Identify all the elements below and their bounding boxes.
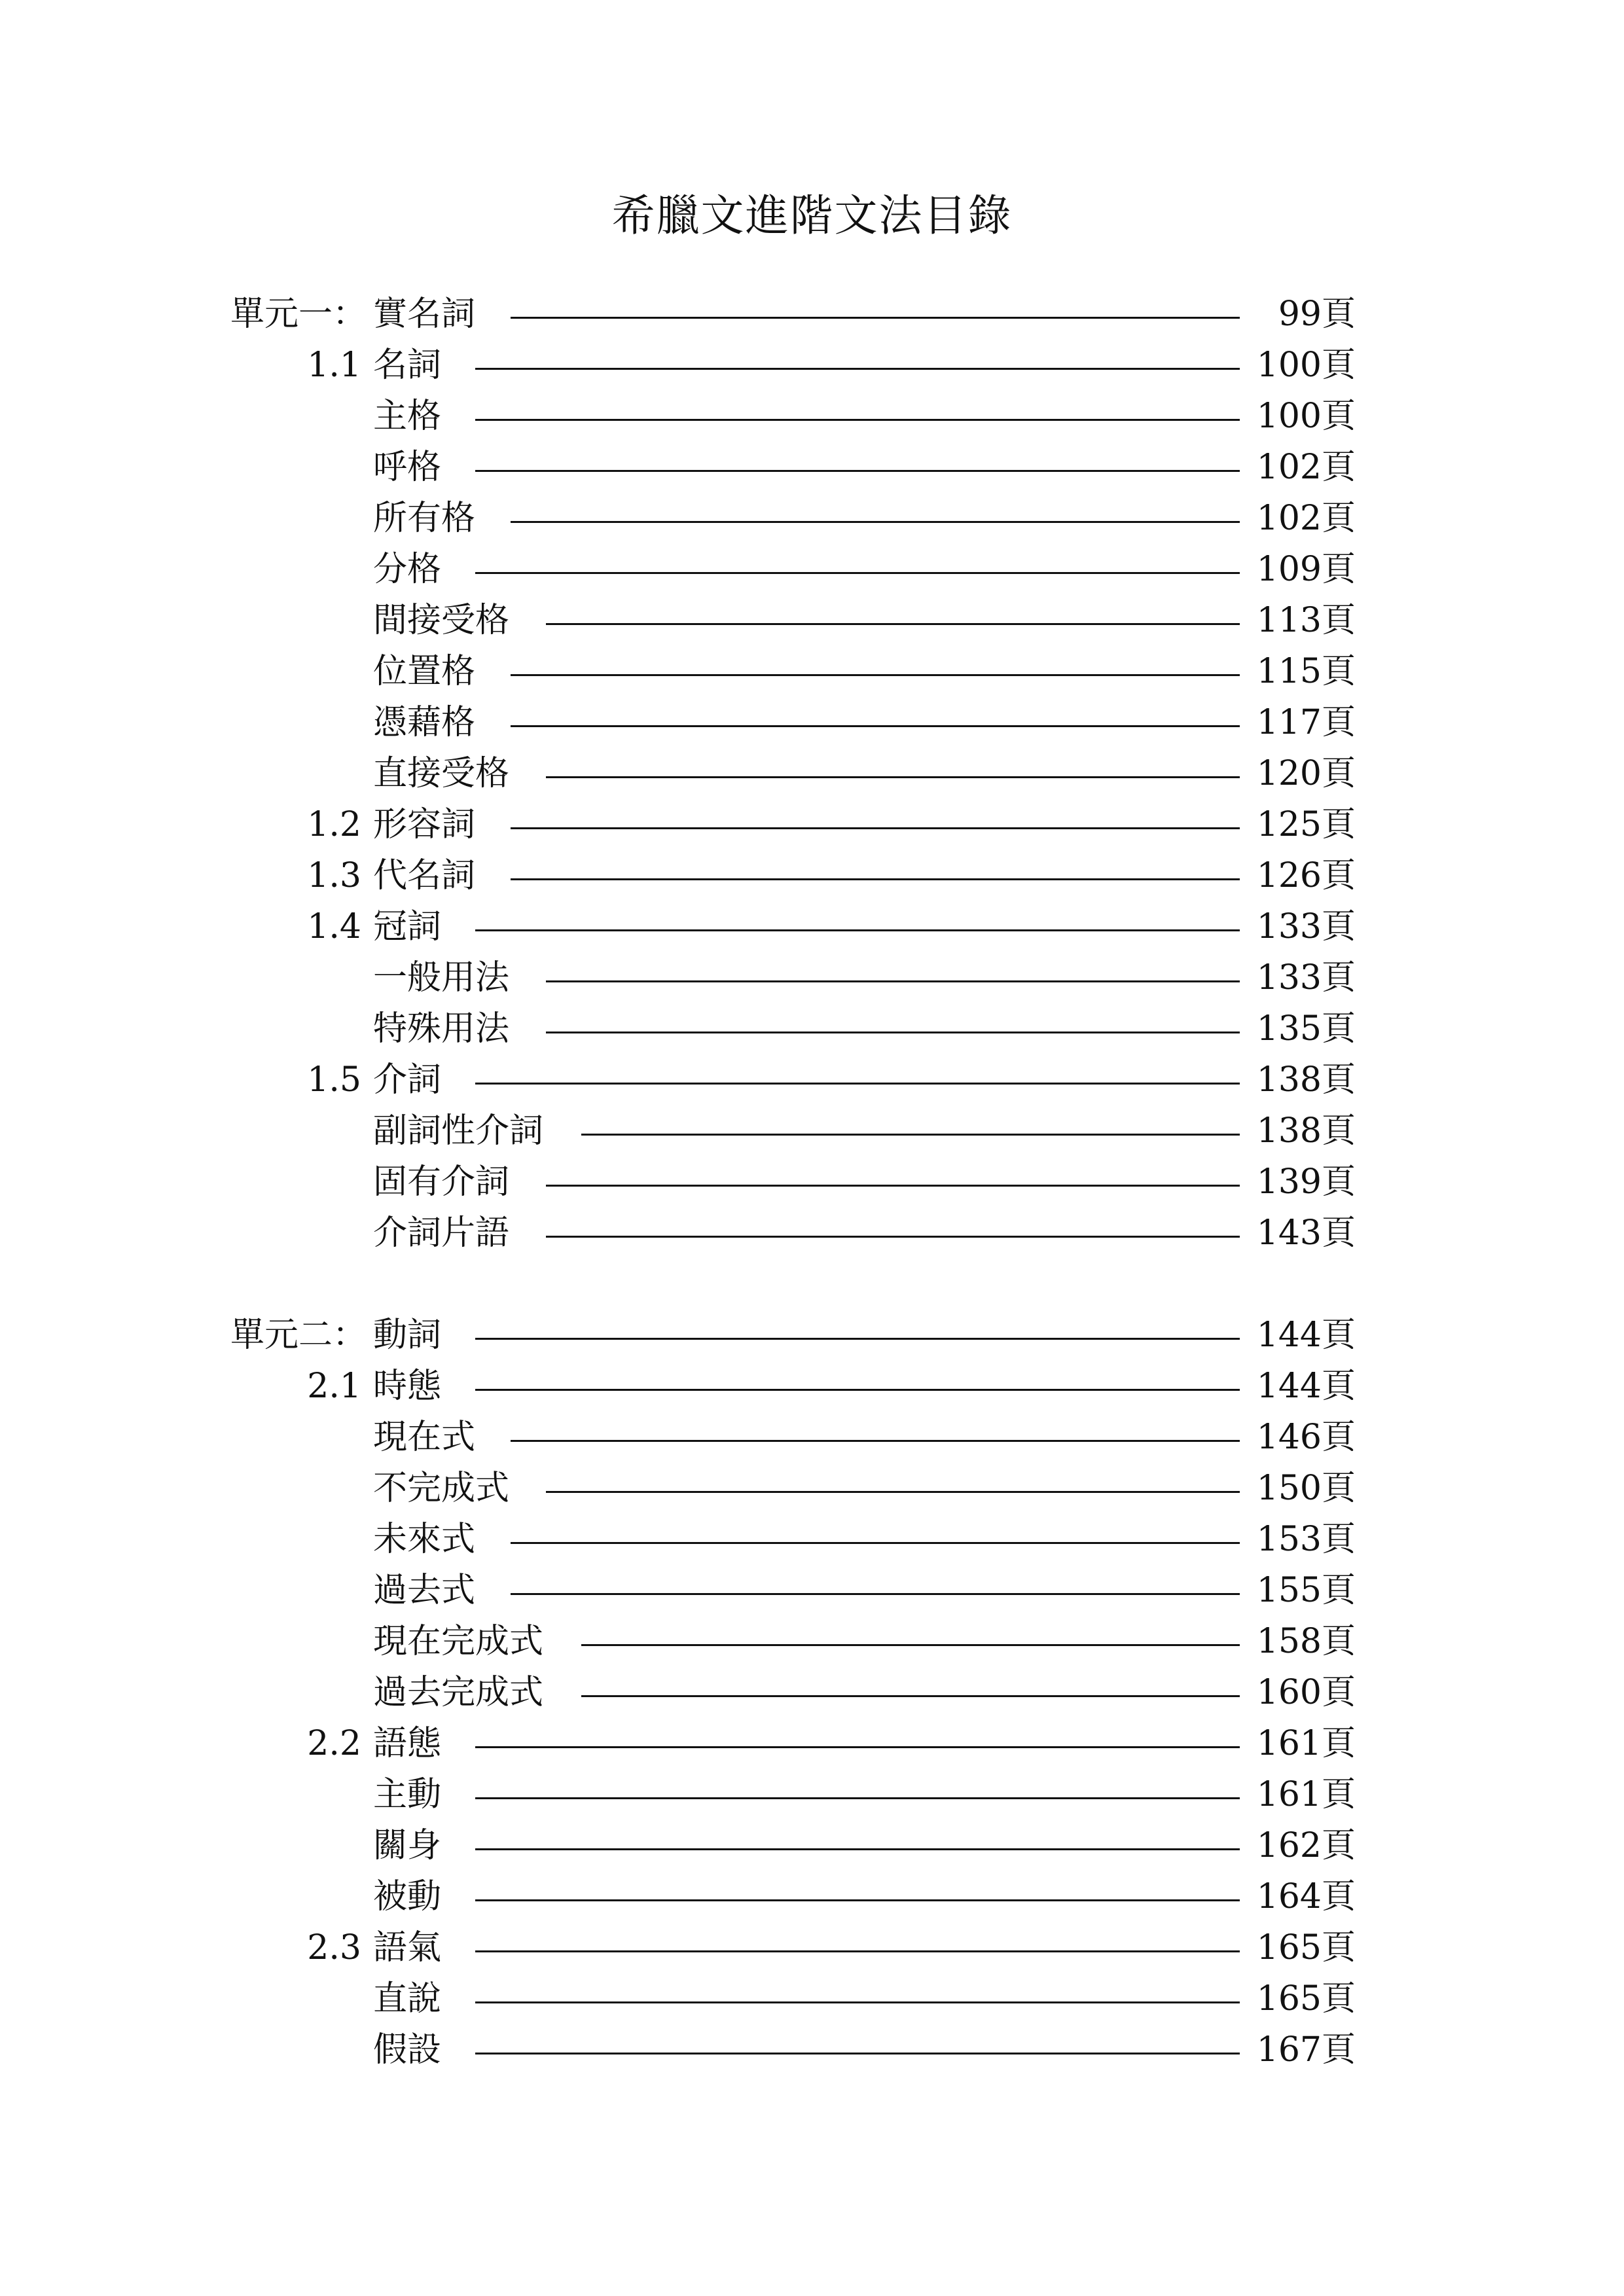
entry-name: 未來式 [373,1520,476,1559]
leader-rule [475,1389,1240,1391]
page-number: 109頁 [1256,550,1356,589]
toc-entry [0,2024,1624,2075]
entry-name: 動詞 [373,1316,442,1355]
toc-entry [0,1360,1624,1411]
toc-entry [0,1973,1624,2024]
leader-rule [475,1338,1240,1340]
leader-rule [475,1797,1240,1799]
leader-rule [475,2001,1240,2003]
toc-entry [0,1666,1624,1717]
leader-rule [475,1899,1240,1901]
leader-rule [511,827,1240,829]
entry-name: 形容詞 [373,805,476,844]
page-number: 117頁 [1256,703,1356,742]
page-number: 102頁 [1256,448,1356,487]
entry-name: 副詞性介詞 [373,1111,544,1151]
toc-entry [0,1105,1624,1156]
unit-label: 單元二： [230,1316,367,1355]
toc-entry [0,1768,1624,1820]
toc-entry [0,1513,1624,1564]
entry-name: 特殊用法 [373,1009,510,1049]
page-number: 160頁 [1256,1673,1356,1712]
leader-rule [581,1644,1240,1646]
leader-rule [475,1848,1240,1850]
page-number: 150頁 [1256,1469,1356,1508]
entry-name: 所有格 [373,499,476,538]
entry-name: 不完成式 [373,1469,510,1508]
toc-entry [0,1054,1624,1105]
leader-rule [475,1083,1240,1085]
leader-rule [546,1185,1240,1187]
leader-rule [546,1236,1240,1238]
page-number: 153頁 [1256,1520,1356,1559]
entry-name: 代名詞 [373,856,476,895]
toc-entry [0,543,1624,594]
page-number: 125頁 [1256,805,1356,844]
page-number: 135頁 [1256,1009,1356,1049]
leader-rule [511,674,1240,676]
page-number: 167頁 [1256,2030,1356,2070]
page-number: 158頁 [1256,1622,1356,1661]
page-number: 144頁 [1256,1316,1356,1355]
page-number: 138頁 [1256,1111,1356,1151]
page-number: 113頁 [1256,601,1356,640]
entry-name: 實名詞 [373,295,476,334]
page-number: 146頁 [1256,1418,1356,1457]
page-number: 133頁 [1256,907,1356,946]
leader-rule [475,470,1240,472]
leader-rule [475,419,1240,421]
section-number: 1.5 [307,1060,361,1100]
leader-rule [511,878,1240,880]
toc-entry [0,1820,1624,1871]
page-number: 139頁 [1256,1162,1356,1202]
page-number: 143頁 [1256,1213,1356,1253]
entry-name: 一般用法 [373,958,510,997]
toc-entry [0,1871,1624,1922]
toc-entry [0,850,1624,901]
page-number: 161頁 [1256,1724,1356,1763]
entry-name: 呼格 [373,448,442,487]
toc-entry [0,1615,1624,1666]
page-number: 126頁 [1256,856,1356,895]
section-number: 1.1 [307,346,361,385]
toc-entry [0,747,1624,798]
entry-name: 現在完成式 [373,1622,544,1661]
entry-name: 位置格 [373,652,476,691]
toc-entry [0,1564,1624,1615]
toc-entry [0,798,1624,850]
unit-label: 單元一： [230,295,367,334]
entry-name: 名詞 [373,346,442,385]
toc-entry [0,1156,1624,1207]
leader-rule [475,572,1240,574]
entry-name: 語態 [373,1724,442,1763]
leader-rule [546,776,1240,778]
leader-rule [475,2053,1240,2054]
leader-rule [475,1950,1240,1952]
page-number: 120頁 [1256,754,1356,793]
toc-entry [0,390,1624,441]
leader-rule [511,521,1240,523]
page-number: 100頁 [1256,346,1356,385]
page-number: 161頁 [1256,1775,1356,1814]
entry-name: 冠詞 [373,907,442,946]
entry-name: 語氣 [373,1928,442,1967]
toc-entry [0,594,1624,645]
page-number: 155頁 [1256,1571,1356,1610]
leader-rule [546,980,1240,982]
leader-rule [546,1031,1240,1033]
leader-rule [511,1542,1240,1544]
toc-entry [0,696,1624,747]
leader-rule [511,1593,1240,1595]
section-number: 1.2 [307,805,361,844]
leader-rule [581,1695,1240,1697]
leader-rule [511,1440,1240,1442]
toc-entry [0,1922,1624,1973]
toc-entry [0,492,1624,543]
page-number: 162頁 [1256,1826,1356,1865]
leader-rule [475,368,1240,370]
leader-rule [511,725,1240,727]
leader-rule [475,929,1240,931]
toc-entry [0,1411,1624,1462]
section-number: 1.3 [307,856,361,895]
leader-rule [475,1746,1240,1748]
table-of-contents [0,288,1624,2126]
entry-name: 直接受格 [373,754,510,793]
page-number: 115頁 [1256,652,1356,691]
leader-rule [546,1491,1240,1493]
entry-name: 現在式 [373,1418,476,1457]
toc-unit [0,288,1624,1258]
leader-rule [511,317,1240,319]
section-number: 2.3 [307,1928,361,1967]
entry-name: 過去完成式 [373,1673,544,1712]
leader-rule [581,1134,1240,1136]
entry-name: 假設 [373,2030,442,2070]
toc-entry [0,1462,1624,1513]
entry-name: 過去式 [373,1571,476,1610]
page-number: 165頁 [1256,1928,1356,1967]
entry-name: 時態 [373,1367,442,1406]
entry-name: 主動 [373,1775,442,1814]
section-number: 2.1 [307,1367,361,1406]
toc-entry [0,339,1624,390]
entry-name: 憑藉格 [373,703,476,742]
page-number: 138頁 [1256,1060,1356,1100]
toc-unit-heading [0,1309,1624,1360]
entry-name: 間接受格 [373,601,510,640]
toc-entry [0,1717,1624,1768]
page-number: 165頁 [1256,1979,1356,2018]
page-number: 164頁 [1256,1877,1356,1916]
page-number: 133頁 [1256,958,1356,997]
page-number: 144頁 [1256,1367,1356,1406]
section-number: 2.2 [307,1724,361,1763]
page-number: 102頁 [1256,499,1356,538]
page-title: 希臘文進階文法目錄 [611,190,1013,241]
entry-name: 主格 [373,397,442,436]
entry-name: 直說 [373,1979,442,2018]
page-number: 99頁 [1278,295,1356,334]
entry-name: 被動 [373,1877,442,1916]
toc-entry [0,645,1624,696]
toc-entry [0,952,1624,1003]
entry-name: 介詞片語 [373,1213,510,1253]
entry-name: 介詞 [373,1060,442,1100]
section-number: 1.4 [307,907,361,946]
toc-entry [0,901,1624,952]
toc-entry [0,441,1624,492]
entry-name: 分格 [373,550,442,589]
entry-name: 關身 [373,1826,442,1865]
leader-rule [546,623,1240,625]
toc-entry [0,1003,1624,1054]
page-number: 100頁 [1256,397,1356,436]
toc-unit-heading [0,288,1624,339]
toc-entry [0,1207,1624,1258]
toc-unit [0,1309,1624,2075]
entry-name: 固有介詞 [373,1162,510,1202]
